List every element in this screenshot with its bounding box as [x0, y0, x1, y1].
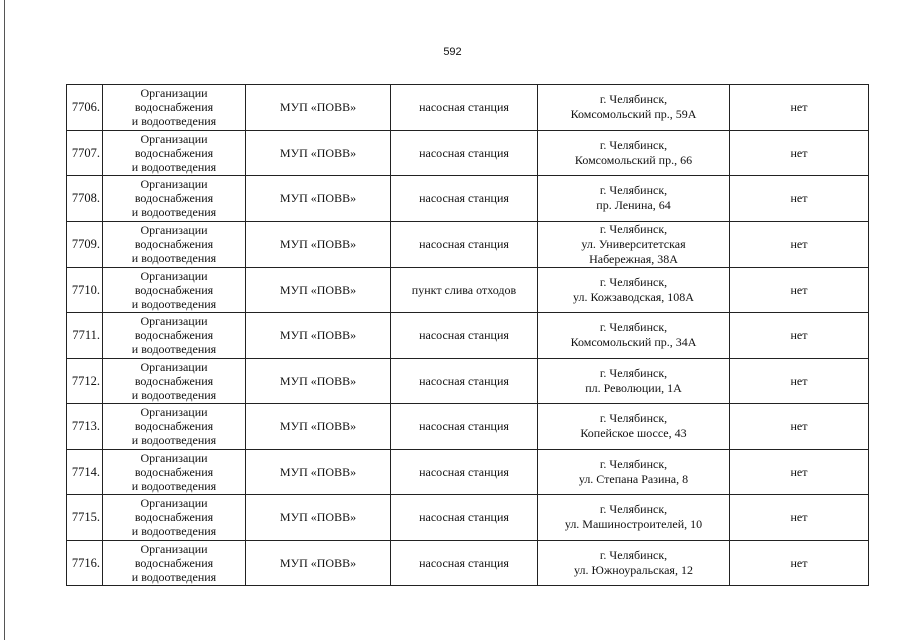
value-cell: нет [730, 540, 869, 586]
address-line: г. Челябинск, [599, 502, 668, 517]
organization-type-line: водоснабжения [134, 100, 214, 115]
object-type: насосная станция [391, 176, 538, 222]
organization-type-line: и водоотведения [131, 387, 217, 402]
object-type: насосная станция [391, 221, 538, 267]
table-row [67, 221, 869, 267]
organization-type [103, 449, 246, 495]
organization-type-line: Организации [140, 314, 208, 329]
object-type: насосная станция [391, 540, 538, 586]
value-cell: нет [730, 404, 869, 450]
table-row [67, 313, 869, 359]
organization-type-line: и водоотведения [131, 342, 217, 357]
organization-type-line: и водоотведения [131, 569, 217, 584]
organization-type-line: водоснабжения [134, 419, 214, 434]
organization-type [103, 85, 246, 131]
table-row [67, 85, 869, 131]
row-number: 7712. [67, 358, 103, 404]
address [538, 130, 730, 176]
row-number: 7709. [67, 221, 103, 267]
company-name: МУП «ПОВВ» [246, 404, 391, 450]
company-name: МУП «ПОВВ» [246, 358, 391, 404]
organization-type-line: водоснабжения [134, 282, 214, 297]
address-line: Набережная, 38А [589, 251, 678, 266]
row-number: 7707. [67, 130, 103, 176]
row-number: 7711. [67, 313, 103, 359]
address-line: г. Челябинск, [599, 221, 668, 236]
object-type: насосная станция [391, 358, 538, 404]
address-line: ул. Южноуральская, 12 [574, 562, 693, 577]
organization-type-line: Организации [140, 223, 208, 237]
row-number: 7716. [67, 540, 103, 586]
organization-type-line: водоснабжения [134, 328, 214, 343]
organization-type [103, 130, 246, 176]
value-cell: нет [730, 85, 869, 131]
object-type: насосная станция [391, 404, 538, 450]
row-number: 7714. [67, 449, 103, 495]
address-line: ул. Университетская [581, 236, 686, 251]
organization-type [103, 540, 246, 586]
organization-type-line: водоснабжения [134, 373, 214, 388]
value-cell: нет [730, 313, 869, 359]
organization-type-line: Организации [140, 541, 208, 556]
address-line: Комсомольский пр., 66 [574, 152, 693, 167]
table-row [67, 176, 869, 222]
organization-type [103, 404, 246, 450]
row-number: 7710. [67, 267, 103, 313]
organization-type-line: Организации [140, 359, 208, 374]
address-line: г. Челябинск, [599, 456, 668, 471]
organization-type-line: и водоотведения [131, 524, 217, 539]
object-type: насосная станция [391, 85, 538, 131]
address-line: г. Челябинск, [599, 411, 668, 426]
scan-edge-line [4, 0, 5, 640]
address [538, 85, 730, 131]
organization-type-line: Организации [140, 177, 208, 192]
object-type: пункт слива отходов [391, 267, 538, 313]
object-type: насосная станция [391, 495, 538, 541]
organization-type [103, 495, 246, 541]
organization-type-line: водоснабжения [134, 145, 214, 160]
row-number: 7713. [67, 404, 103, 450]
organization-type-line: и водоотведения [131, 296, 217, 311]
organization-type-line: водоснабжения [134, 191, 214, 206]
address [538, 313, 730, 359]
organization-type-line: Организации [140, 450, 208, 465]
organization-type [103, 358, 246, 404]
address [538, 176, 730, 222]
organization-type-line: водоснабжения [134, 237, 214, 251]
address [538, 449, 730, 495]
organization-type [103, 267, 246, 313]
company-name: МУП «ПОВВ» [246, 267, 391, 313]
organization-type [103, 313, 246, 359]
address-line: г. Челябинск, [599, 320, 668, 335]
address-line: г. Челябинск, [599, 183, 668, 198]
organization-type-line: и водоотведения [131, 114, 217, 129]
table-row [67, 358, 869, 404]
table-row [67, 495, 869, 541]
address-line: г. Челябинск, [599, 365, 668, 380]
company-name: МУП «ПОВВ» [246, 85, 391, 131]
organization-type-line: водоснабжения [134, 555, 214, 570]
row-number: 7715. [67, 495, 103, 541]
address-line: пл. Революции, 1А [585, 380, 682, 395]
organization-type-line: водоснабжения [134, 464, 214, 479]
company-name: МУП «ПОВВ» [246, 495, 391, 541]
address-line: г. Челябинск, [599, 92, 668, 107]
object-type: насосная станция [391, 313, 538, 359]
row-number: 7708. [67, 176, 103, 222]
address [538, 540, 730, 586]
company-name: МУП «ПОВВ» [246, 221, 391, 267]
organization-type-line: и водоотведения [131, 251, 217, 265]
organization-type [103, 176, 246, 222]
value-cell: нет [730, 130, 869, 176]
value-cell: нет [730, 176, 869, 222]
organization-type-line: и водоотведения [131, 159, 217, 174]
row-number: 7706. [67, 85, 103, 131]
table-row [67, 449, 869, 495]
value-cell: нет [730, 221, 869, 267]
address-line: пр. Ленина, 64 [596, 198, 671, 213]
company-name: МУП «ПОВВ» [246, 130, 391, 176]
company-name: МУП «ПОВВ» [246, 176, 391, 222]
organization-type-line: Организации [140, 86, 208, 101]
table-body [67, 85, 869, 586]
organization-type-line: Организации [140, 405, 208, 420]
value-cell: нет [730, 449, 869, 495]
address-line: г. Челябинск, [599, 547, 668, 562]
organization-type-line: и водоотведения [131, 205, 217, 220]
company-name: МУП «ПОВВ» [246, 313, 391, 359]
address-line: ул. Машиностроителей, 10 [564, 517, 703, 532]
address [538, 495, 730, 541]
organization-type-line: Организации [140, 496, 208, 511]
table-row [67, 404, 869, 450]
page-number: 592 [443, 46, 462, 58]
table-row [67, 540, 869, 586]
organization-type-line: и водоотведения [131, 433, 217, 448]
table-row [67, 130, 869, 176]
address [538, 358, 730, 404]
value-cell: нет [730, 495, 869, 541]
address-line: ул. Кожзаводская, 108А [573, 289, 694, 304]
value-cell: нет [730, 267, 869, 313]
company-name: МУП «ПОВВ» [246, 449, 391, 495]
facilities-table [66, 84, 869, 586]
organization-type-line: и водоотведения [131, 478, 217, 493]
organization-type-line: водоснабжения [134, 510, 214, 525]
address [538, 267, 730, 313]
address [538, 221, 730, 267]
object-type: насосная станция [391, 130, 538, 176]
address-line: ул. Степана Разина, 8 [578, 471, 689, 486]
address-line: Комсомольский пр., 59А [570, 107, 697, 122]
organization-type-line: Организации [140, 131, 208, 146]
company-name: МУП «ПОВВ» [246, 540, 391, 586]
table-row [67, 267, 869, 313]
value-cell: нет [730, 358, 869, 404]
address-line: г. Челябинск, [599, 274, 668, 289]
address-line: Комсомольский пр., 34А [570, 335, 697, 350]
organization-type-line: Организации [140, 268, 208, 283]
object-type: насосная станция [391, 449, 538, 495]
address [538, 404, 730, 450]
address-line: Копейское шоссе, 43 [580, 426, 687, 441]
organization-type [103, 221, 246, 267]
address-line: г. Челябинск, [599, 137, 668, 152]
